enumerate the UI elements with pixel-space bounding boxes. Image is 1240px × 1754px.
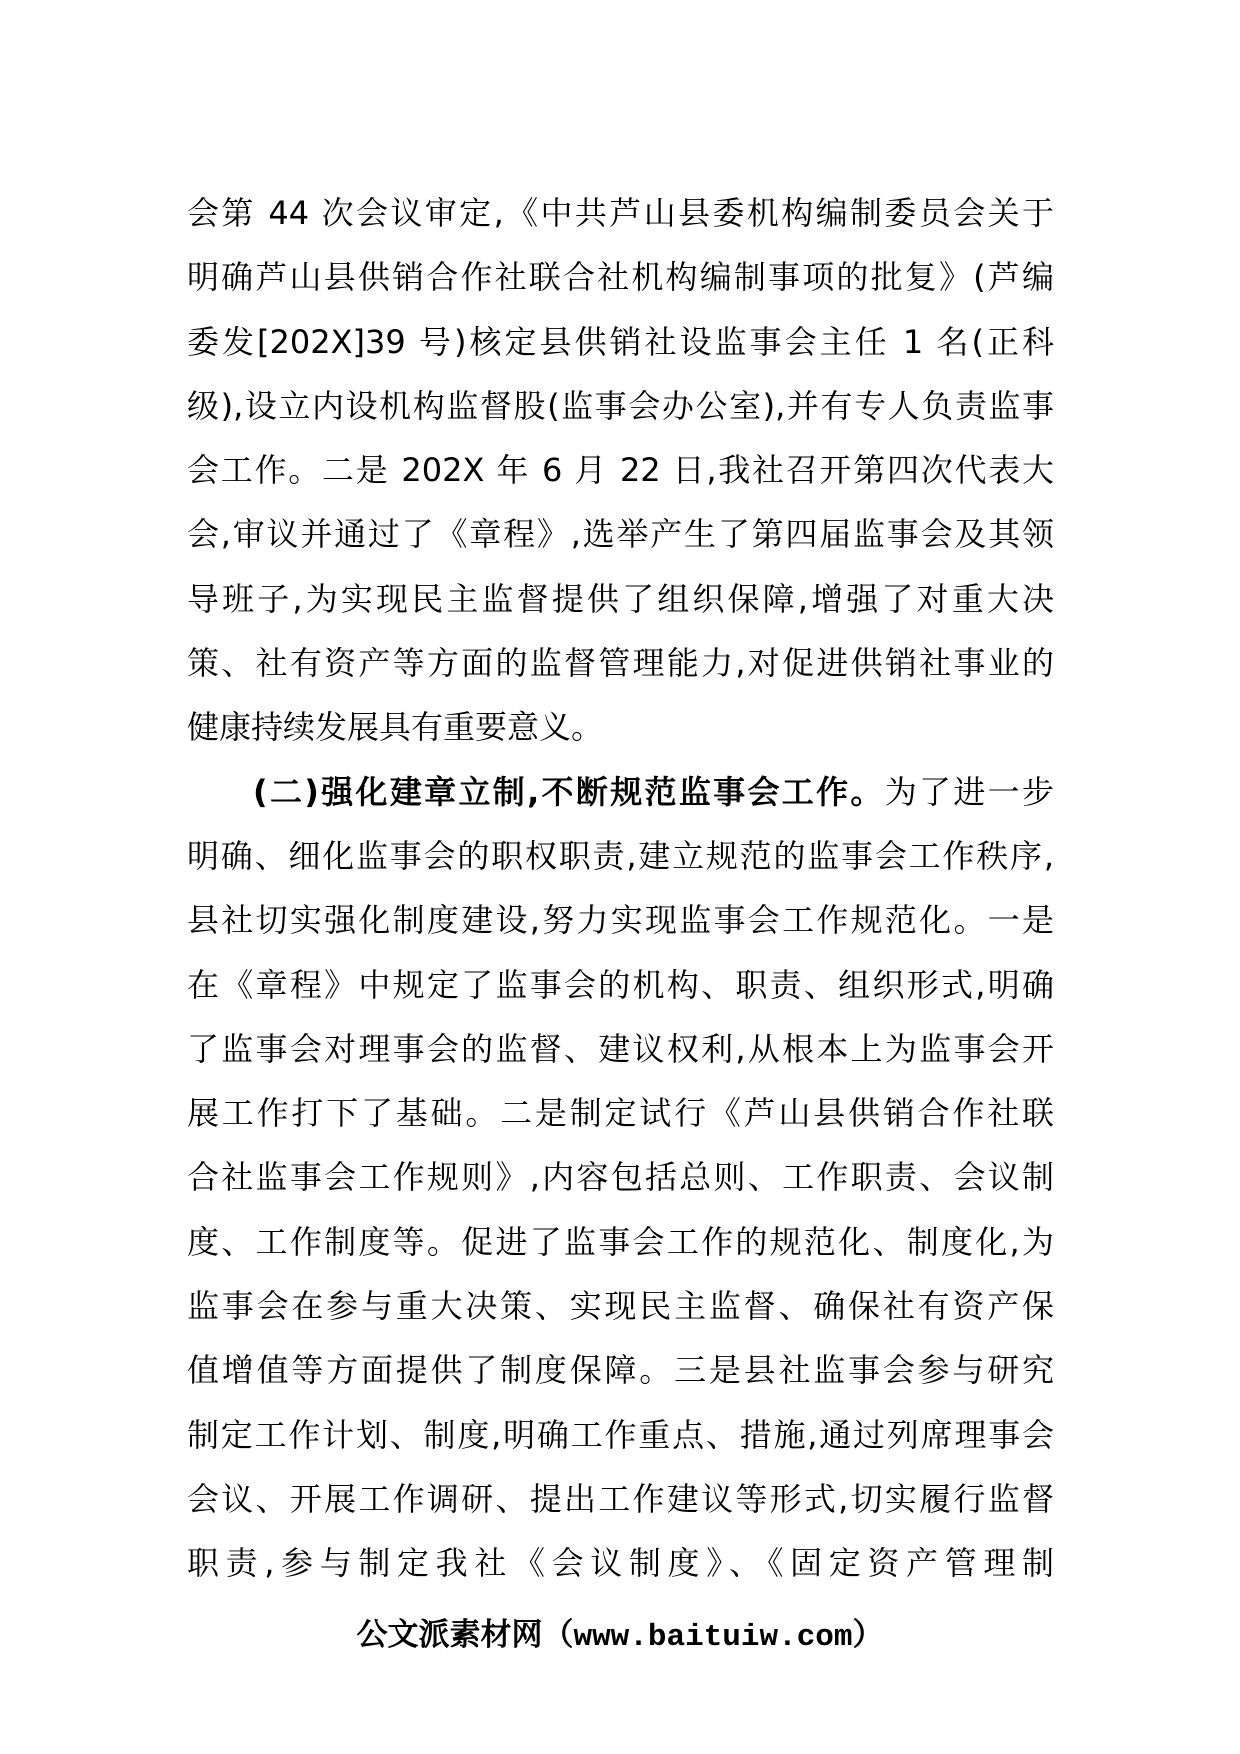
- text-line: 健康持续发展具有重要意义。: [187, 708, 604, 747]
- text-line: 值增值等方面提供了制度保障。三是县社监事会参与研究: [187, 1351, 1054, 1390]
- text-line: 监事会在参与重大决策、实现民主监督、确保社有资产保: [187, 1287, 1054, 1326]
- text-line: 委发[202X]39 号)核定县供销社设监事会主任 1 名(正科: [187, 322, 1054, 361]
- text-line: 在《章程》中规定了监事会的机构、职责、组织形式,明确: [187, 965, 1054, 1004]
- text-line: 了监事会对理事会的监督、建议权利,从根本上为监事会开: [187, 1029, 1054, 1068]
- text-line: 明确芦山县供销合作社联合社机构编制事项的批复》(芦编: [187, 258, 1054, 297]
- text-line: 明确、细化监事会的职权职责,建立规范的监事会工作秩序,: [187, 836, 1054, 875]
- text-line: 县社切实强化制度建设,努力实现监事会工作规范化。一是: [187, 901, 1054, 940]
- text-line: 合社监事会工作规则》,内容包括总则、工作职责、会议制: [187, 1158, 1054, 1197]
- text-line: 度、工作制度等。促进了监事会工作的规范化、制度化,为: [187, 1222, 1054, 1261]
- text-line: 会,审议并通过了《章程》,选举产生了第四届监事会及其领: [187, 515, 1054, 554]
- paragraph-first-line: [187, 760, 1054, 824]
- text-line: 策、社有资产等方面的监督管理能力,对促进供销社事业的: [187, 644, 1054, 683]
- text-line: 级),设立内设机构监督股(监事会办公室),并有专人负责监事: [187, 386, 1054, 425]
- paragraph: [187, 181, 1054, 760]
- text-line: 职责,参与制定我社《会议制度》、《固定资产管理制: [187, 1544, 1054, 1583]
- paragraph-lead-text: 为了进一步: [884, 772, 1054, 811]
- paragraph: [187, 760, 1054, 1596]
- footer-source-text: 公文派素材网（www.baituiw.com）: [356, 1620, 884, 1655]
- text-line: 会工作。二是 202X 年 6 月 22 日,我社召开第四次代表大: [187, 451, 1054, 490]
- text-line: 会第 44 次会议审定,《中共芦山县委机构编制委员会关于: [187, 194, 1054, 232]
- text-line: 会议、开展工作调研、提出工作建议等形式,切实履行监督: [187, 1479, 1054, 1518]
- document-body: [187, 181, 1054, 1596]
- section-heading: (二)强化建章立制,不断规范监事会工作。: [253, 772, 885, 811]
- text-line: 展工作打下了基础。二是制定试行《芦山县供销合作社联: [187, 1094, 1054, 1133]
- text-line: 导班子,为实现民主监督提供了组织保障,增强了对重大决: [187, 579, 1054, 618]
- text-line: 制定工作计划、制度,明确工作重点、措施,通过列席理事会: [187, 1415, 1054, 1454]
